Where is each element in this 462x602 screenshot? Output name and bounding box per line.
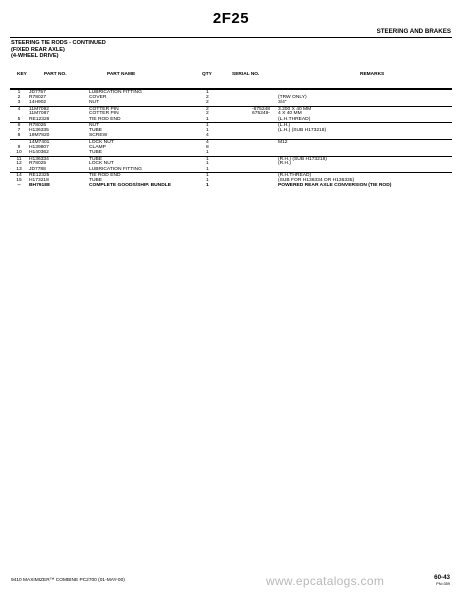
table-row (10, 183, 452, 188)
row-key: 6 (17, 123, 21, 129)
row-key: 10 (16, 150, 22, 156)
group-title-block (11, 40, 106, 60)
watermark: www.epcatalogs.com (266, 574, 385, 588)
row-remarks: (TRW ONLY) (278, 94, 307, 100)
row-qty: 1 (206, 116, 209, 122)
row-part-no: H136334 (29, 156, 49, 162)
row-part-name: TIE ROD END (89, 116, 121, 122)
row-key: 4 (17, 106, 21, 112)
row-part-no: RE12325 (29, 173, 50, 179)
row-key: -- (17, 183, 21, 189)
row-key: 12 (16, 161, 22, 167)
row-remarks: (R.H.THREAD) (278, 173, 312, 179)
row-part-no: 19M7820 (29, 133, 50, 139)
row-qty: 4 (206, 139, 209, 145)
row-key: 2 (17, 94, 21, 100)
row-key: 13 (16, 166, 22, 172)
header-divider (10, 37, 452, 38)
row-part-name: LOCK NUT (89, 161, 114, 167)
row-part-name: LUBRICATION FITTING (89, 166, 142, 172)
row-qty: 1 (206, 127, 209, 133)
row-part-no: R78026 (29, 123, 47, 129)
row-qty: 2 (206, 100, 209, 106)
row-part-name: TIE ROD END (89, 173, 121, 179)
row-remarks: (L.H.THREAD) (278, 116, 311, 122)
row-remarks: (R.H.) (SUB H173218) (278, 156, 327, 162)
row-remarks: (L.H.) (SUB H173218) (278, 127, 327, 133)
row-key: 15 (16, 177, 22, 183)
row-part-no: BH79188 (29, 183, 50, 189)
col-header-serial-no: SERIAL NO. (232, 72, 260, 77)
section-name: STEERING AND BRAKES (376, 28, 451, 35)
row-remarks: 4 X 40 MM (278, 111, 302, 117)
row-qty: 2 (206, 94, 209, 100)
row-part-no: JD7757 (29, 90, 46, 95)
row-part-no: H140362 (29, 150, 49, 156)
row-part-no: 11M7087 (29, 111, 50, 117)
row-part-name: TUBE (89, 150, 103, 156)
row-key: 14 (16, 173, 22, 179)
row-part-name: TUBE (89, 177, 103, 183)
footer-model: 9410 MAXIMIZER™ COMBINE PC2700 (01-MAY-00) (11, 578, 125, 583)
group-title-line-2: (FIXED REAR AXLE) (11, 46, 65, 53)
row-part-name: COTTER PIN (89, 106, 119, 112)
row-qty: 1 (206, 90, 209, 95)
row-qty: 1 (206, 161, 209, 167)
row-remarks: POWERED REAR AXLE CONVERSION (TIE ROD) (278, 183, 392, 189)
row-part-no: JD7788 (29, 166, 46, 172)
row-remarks: 3.200 X 40 MM (278, 106, 312, 112)
row-remarks: 3/4" (278, 100, 287, 106)
row-part-no: 14M7401 (29, 139, 50, 145)
row-part-no: 14H902 (29, 100, 47, 106)
group-title-line-1: STEERING TIE RODS - CONTINUED (11, 40, 106, 46)
row-key: 1 (17, 90, 21, 95)
row-part-name: LUBRICATION FITTING (89, 90, 142, 95)
row-remarks: (SUB FOR H136334 OR H136335) (278, 177, 355, 183)
col-header-key: KEY (17, 72, 27, 77)
col-header-part-no: PART NO. (44, 72, 67, 77)
row-key: 5 (17, 116, 21, 122)
row-qty: 1 (206, 123, 209, 129)
page-code-title: 2F25 (212, 10, 250, 27)
row-part-no: R78027 (29, 94, 47, 100)
row-part-no: H136335 (29, 127, 49, 133)
row-qty: 2 (206, 111, 209, 117)
row-key: 11 (16, 156, 22, 162)
row-qty: 2 (206, 106, 209, 112)
row-remarks: (L.H.) (278, 123, 291, 129)
row-key: 7 (17, 127, 21, 133)
row-qty: 1 (206, 150, 209, 156)
row-part-no: RE12326 (29, 116, 50, 122)
col-header-part-name: PART NAME (107, 72, 136, 77)
row-part-name: TUBE (89, 127, 103, 133)
row-part-no: R78025 (29, 161, 47, 167)
col-header-remarks: REMARKS (360, 72, 385, 77)
row-qty: 1 (206, 166, 209, 172)
group-title-line-3: (4-WHEEL DRIVE) (11, 53, 59, 60)
row-part-name: NUT (89, 100, 100, 106)
row-part-name: COTTER PIN (89, 111, 119, 117)
row-remarks: (R.H.) (278, 161, 292, 167)
row-part-name: TUBE (89, 156, 103, 162)
row-qty: 1 (206, 156, 209, 162)
row-part-name: CLAMP (89, 144, 106, 150)
page-sub-number: PN=359 (436, 582, 450, 586)
row-qty: 4 (206, 133, 209, 139)
row-qty: 8 (206, 144, 209, 150)
col-header-qty: QTY (202, 72, 212, 77)
page-number: 60-43 (434, 574, 450, 581)
row-key: 3 (17, 100, 21, 106)
row-part-name: SCREW (89, 133, 108, 139)
row-part-no: 11M7092 (29, 106, 50, 112)
row-part-no: H173218 (29, 177, 49, 183)
row-part-name: LOCK NUT (89, 139, 114, 145)
row-serial-no: -675248 (252, 106, 270, 112)
row-part-name: COMPLETE GOODS/SHIP. BUNDLE (89, 183, 171, 189)
row-qty: 1 (206, 177, 209, 183)
row-qty: 1 (206, 173, 209, 179)
row-part-name: NUT (89, 123, 100, 129)
row-serial-no: 675249- (252, 111, 270, 117)
row-qty: 1 (206, 183, 209, 189)
row-key: 8 (17, 133, 21, 139)
row-part-name: COVER (89, 94, 107, 100)
row-remarks: M12 (278, 139, 288, 145)
row-key: 9 (17, 144, 21, 150)
row-part-no: H139807 (29, 144, 49, 150)
